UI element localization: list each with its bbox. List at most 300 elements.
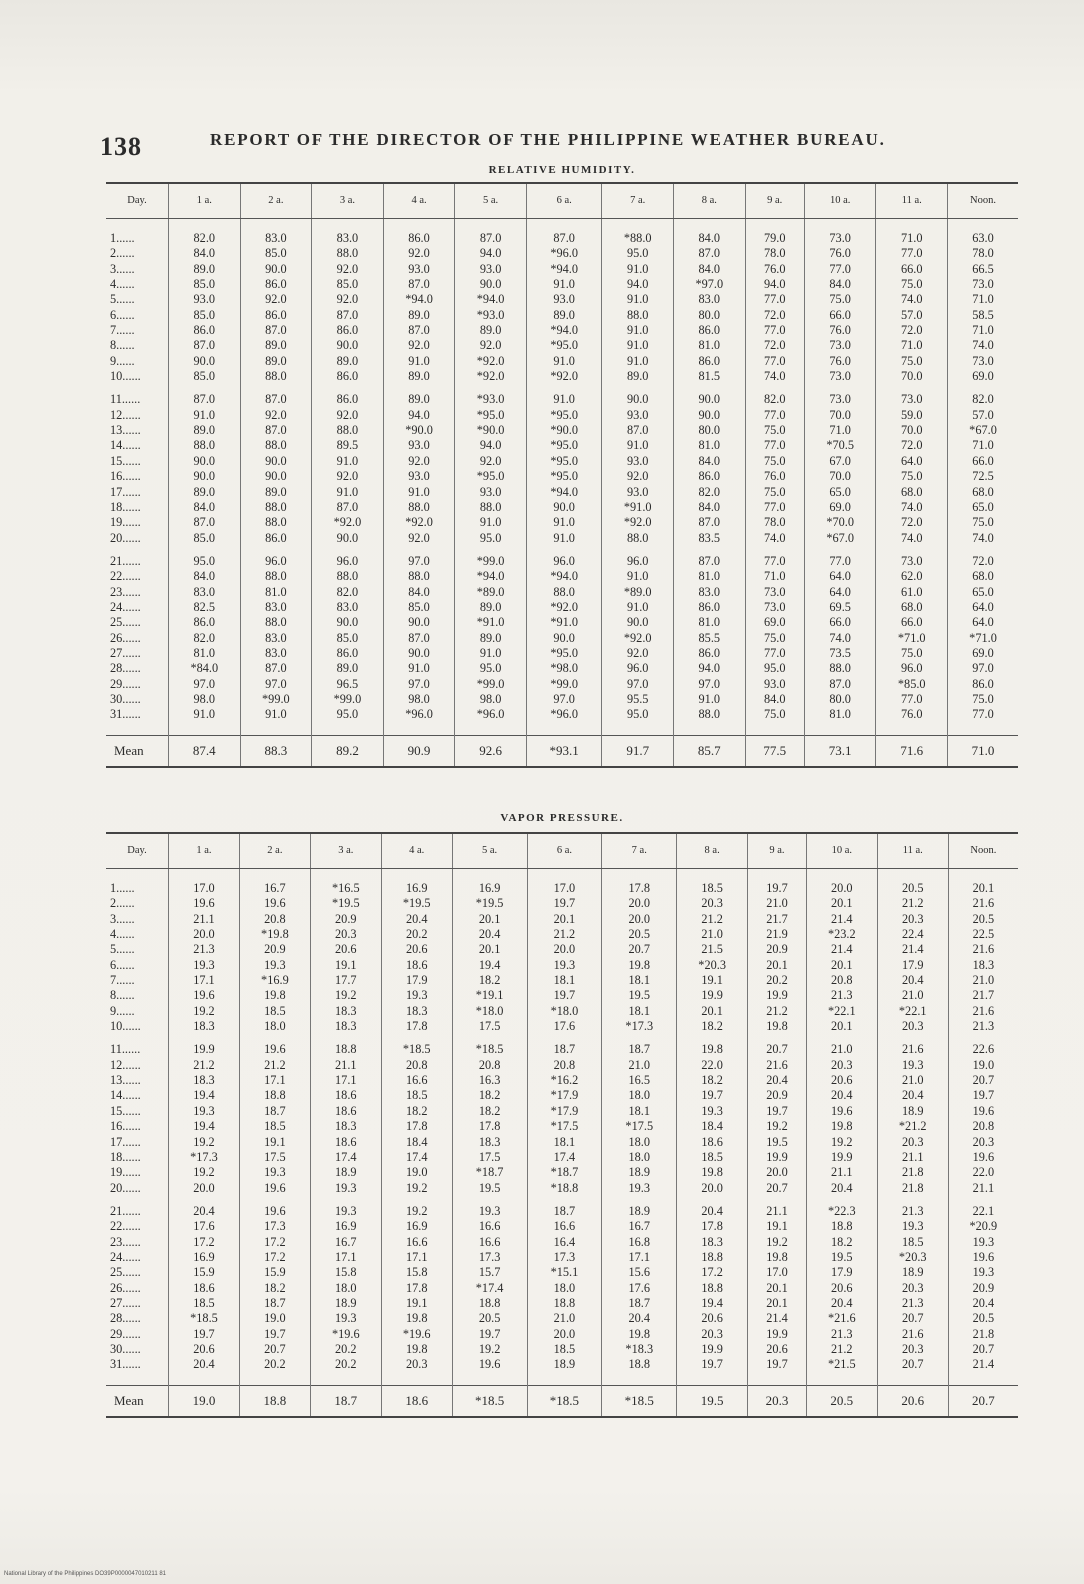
vapor-pressure-day-row [106, 1019, 1018, 1034]
value-cell: 20.4 [169, 1204, 240, 1219]
value-cell: *67.0 [948, 423, 1018, 438]
value-cell: 89.0 [526, 308, 602, 323]
value-cell: 20.0 [527, 1327, 602, 1342]
value-cell: 17.2 [677, 1265, 748, 1280]
value-cell: 20.8 [452, 1058, 527, 1073]
day-label: 26...... [110, 630, 141, 645]
vapor-pressure-day-row [106, 1073, 1018, 1088]
value-cell: 17.6 [527, 1019, 602, 1034]
value-cell: 17.3 [239, 1219, 310, 1234]
value-cell: 91.0 [602, 338, 674, 353]
day-label: 31...... [110, 1357, 141, 1372]
value-cell: 20.6 [169, 1342, 240, 1357]
value-cell: 20.9 [310, 912, 381, 927]
value-cell: 19.2 [381, 1204, 452, 1219]
value-cell: 18.2 [452, 1104, 527, 1119]
value-cell: 20.2 [381, 927, 452, 942]
value-cell: 87.0 [240, 423, 312, 438]
value-cell: 71.0 [948, 438, 1018, 453]
value-cell: 21.6 [948, 896, 1018, 911]
mean-label: Mean [106, 735, 169, 767]
value-cell: *17.3 [602, 1019, 677, 1034]
value-cell: 20.7 [748, 1181, 807, 1196]
value-cell: 65.0 [948, 585, 1018, 600]
value-cell: 71.0 [804, 423, 876, 438]
relative-humidity-day-row [106, 692, 1018, 707]
relative-humidity-day-row [106, 500, 1018, 515]
relative-humidity-day-row [106, 631, 1018, 646]
mean-value-cell: 91.7 [602, 735, 674, 767]
value-cell: 94.0 [745, 277, 804, 292]
value-cell: 19.7 [169, 1327, 240, 1342]
value-cell: 19.6 [239, 1181, 310, 1196]
vapor-pressure-column-header: 8 a. [677, 833, 748, 869]
value-cell: 96.0 [602, 554, 674, 569]
day-label: 30...... [110, 691, 141, 706]
value-cell: 83.0 [240, 631, 312, 646]
value-cell: 19.9 [677, 988, 748, 1003]
value-cell: 81.0 [674, 569, 746, 584]
value-cell: 86.0 [383, 231, 455, 246]
value-cell: *19.5 [452, 896, 527, 911]
value-cell: 75.0 [948, 692, 1018, 707]
value-cell: 89.5 [312, 438, 384, 453]
value-cell: *92.0 [383, 515, 455, 530]
value-cell: 76.0 [745, 262, 804, 277]
value-cell: 20.5 [602, 927, 677, 942]
value-cell: 17.4 [527, 1150, 602, 1165]
value-cell: 20.0 [602, 896, 677, 911]
value-cell: 83.0 [674, 292, 746, 307]
value-cell: 20.3 [877, 912, 948, 927]
value-cell: 92.0 [312, 262, 384, 277]
value-cell: 17.2 [169, 1235, 240, 1250]
value-cell: 20.0 [806, 881, 877, 896]
value-cell: 73.0 [804, 231, 876, 246]
value-cell: 89.0 [240, 354, 312, 369]
mean-value-cell: *18.5 [602, 1385, 677, 1417]
value-cell: 18.0 [602, 1135, 677, 1150]
value-cell: 91.0 [526, 531, 602, 546]
value-cell: 21.0 [748, 896, 807, 911]
value-cell: 20.5 [452, 1311, 527, 1326]
vapor-pressure-day-row [106, 1165, 1018, 1180]
value-cell: 87.0 [383, 631, 455, 646]
value-cell: 19.2 [310, 988, 381, 1003]
value-cell: *21.5 [806, 1357, 877, 1372]
value-cell: 94.0 [383, 408, 455, 423]
value-cell: 21.1 [877, 1150, 948, 1165]
day-label: 12...... [110, 1057, 141, 1072]
value-cell: 18.2 [239, 1281, 310, 1296]
value-cell: 20.1 [748, 958, 807, 973]
value-cell: 89.0 [455, 600, 527, 615]
report-title: REPORT OF THE DIRECTOR OF THE PHILIPPINE WEATHER BUREAU. [210, 130, 886, 149]
day-label: 22...... [110, 569, 141, 584]
value-cell: *97.0 [674, 277, 746, 292]
value-cell: 17.1 [169, 973, 240, 988]
value-cell: *91.0 [602, 500, 674, 515]
value-cell: 19.4 [677, 1296, 748, 1311]
value-cell: 15.7 [452, 1265, 527, 1280]
value-cell: 96.0 [602, 661, 674, 676]
value-cell: 72.0 [745, 338, 804, 353]
value-cell: 18.6 [381, 958, 452, 973]
value-cell: 91.0 [526, 354, 602, 369]
relative-humidity-day-row [106, 600, 1018, 615]
value-cell: 15.9 [239, 1265, 310, 1280]
vapor-pressure-column-header: 3 a. [310, 833, 381, 869]
value-cell: 19.3 [310, 1204, 381, 1219]
day-label: 8...... [110, 988, 135, 1003]
value-cell: 19.3 [239, 958, 310, 973]
value-cell: *99.0 [455, 554, 527, 569]
value-cell: 90.0 [383, 646, 455, 661]
value-cell: 22.5 [948, 927, 1018, 942]
value-cell: 92.0 [455, 454, 527, 469]
value-cell: 20.2 [310, 1342, 381, 1357]
value-cell: 19.0 [948, 1058, 1018, 1073]
value-cell: 87.0 [312, 500, 384, 515]
value-cell: 87.0 [240, 661, 312, 676]
value-cell: 96.0 [876, 661, 948, 676]
value-cell: 97.0 [383, 677, 455, 692]
value-cell: 21.8 [877, 1165, 948, 1180]
value-cell: 20.4 [948, 1296, 1018, 1311]
value-cell: 88.0 [455, 500, 527, 515]
value-cell: 68.0 [876, 600, 948, 615]
value-cell: 21.6 [948, 942, 1018, 957]
day-label: 11...... [110, 1042, 141, 1057]
value-cell: 89.0 [383, 369, 455, 384]
value-cell: 71.0 [948, 292, 1018, 307]
value-cell: *93.0 [455, 308, 527, 323]
value-cell: 21.4 [748, 1311, 807, 1326]
group-spacer [106, 869, 1018, 882]
relative-humidity-column-header: 5 a. [455, 183, 527, 219]
vapor-pressure-day-row [106, 1135, 1018, 1150]
value-cell: 20.0 [169, 1181, 240, 1196]
vapor-pressure-day-row [106, 912, 1018, 927]
value-cell: 19.9 [169, 1042, 240, 1057]
value-cell: *96.0 [526, 246, 602, 261]
value-cell: 22.0 [677, 1058, 748, 1073]
value-cell: 91.0 [169, 707, 241, 722]
value-cell: 21.4 [948, 1357, 1018, 1372]
day-label: 9...... [110, 353, 135, 368]
value-cell: 16.6 [452, 1235, 527, 1250]
running-head [100, 126, 1020, 166]
vapor-pressure-day-row [106, 881, 1018, 896]
value-cell: 76.0 [804, 323, 876, 338]
value-cell: *18.7 [527, 1165, 602, 1180]
value-cell: 65.0 [948, 500, 1018, 515]
value-cell: 18.8 [677, 1281, 748, 1296]
value-cell: *67.0 [804, 531, 876, 546]
value-cell: 19.0 [381, 1165, 452, 1180]
value-cell: 21.4 [877, 942, 948, 957]
value-cell: 20.3 [877, 1019, 948, 1034]
group-spacer [106, 1196, 1018, 1204]
relative-humidity-day-row [106, 454, 1018, 469]
value-cell: 18.2 [452, 973, 527, 988]
vapor-pressure-column-header: 1 a. [169, 833, 240, 869]
day-label: 1...... [110, 881, 135, 895]
day-label: 13...... [110, 1073, 141, 1088]
value-cell: 74.0 [948, 531, 1018, 546]
value-cell: *17.9 [527, 1104, 602, 1119]
value-cell: 68.0 [948, 569, 1018, 584]
mean-value-cell: 18.7 [310, 1385, 381, 1417]
value-cell: 91.0 [240, 707, 312, 722]
vapor-pressure-day-row [106, 1004, 1018, 1019]
relative-humidity-day-row [106, 485, 1018, 500]
relative-humidity-day-row [106, 585, 1018, 600]
value-cell: 18.6 [677, 1135, 748, 1150]
value-cell: 18.8 [602, 1357, 677, 1372]
value-cell: 85.0 [169, 531, 241, 546]
relative-humidity-day-row [106, 569, 1018, 584]
value-cell: 66.0 [876, 262, 948, 277]
value-cell: 73.0 [948, 277, 1018, 292]
value-cell: 20.0 [602, 912, 677, 927]
value-cell: 87.0 [602, 423, 674, 438]
value-cell: 20.4 [602, 1311, 677, 1326]
value-cell: 20.1 [748, 1296, 807, 1311]
value-cell: 19.5 [748, 1135, 807, 1150]
value-cell: 21.1 [310, 1058, 381, 1073]
value-cell: 92.0 [383, 246, 455, 261]
value-cell: *19.5 [381, 896, 452, 911]
value-cell: 19.7 [748, 1104, 807, 1119]
value-cell: 20.1 [452, 912, 527, 927]
vapor-pressure-column-header: 11 a. [877, 833, 948, 869]
relative-humidity-day-row [106, 515, 1018, 530]
value-cell: 19.9 [748, 1150, 807, 1165]
value-cell: 21.2 [877, 896, 948, 911]
vapor-pressure-day-row [106, 1058, 1018, 1073]
value-cell: 84.0 [169, 500, 241, 515]
value-cell: 90.0 [240, 262, 312, 277]
value-cell: 17.9 [806, 1265, 877, 1280]
day-label: 21...... [110, 553, 141, 568]
value-cell: 17.3 [452, 1250, 527, 1265]
value-cell: 18.3 [169, 1019, 240, 1034]
value-cell: 84.0 [169, 246, 241, 261]
value-cell: 18.9 [602, 1204, 677, 1219]
value-cell: 77.0 [745, 500, 804, 515]
value-cell: 18.1 [527, 973, 602, 988]
value-cell: 85.5 [674, 631, 746, 646]
value-cell: 20.6 [806, 1073, 877, 1088]
day-label: 16...... [110, 469, 141, 484]
value-cell: *89.0 [455, 585, 527, 600]
value-cell: 78.0 [948, 246, 1018, 261]
value-cell: 87.0 [240, 323, 312, 338]
value-cell: 20.4 [806, 1296, 877, 1311]
value-cell: 83.0 [674, 585, 746, 600]
day-label: 19...... [110, 515, 141, 530]
value-cell: 77.0 [948, 707, 1018, 722]
value-cell: 17.1 [602, 1250, 677, 1265]
value-cell: 80.0 [804, 692, 876, 707]
value-cell: 20.0 [169, 927, 240, 942]
value-cell: 89.0 [455, 323, 527, 338]
value-cell: 86.0 [312, 369, 384, 384]
value-cell: *16.5 [310, 881, 381, 896]
value-cell: *93.0 [455, 392, 527, 407]
value-cell: 17.0 [169, 881, 240, 896]
value-cell: 74.0 [745, 369, 804, 384]
value-cell: 82.5 [169, 600, 241, 615]
value-cell: 19.3 [948, 1235, 1018, 1250]
value-cell: *18.3 [602, 1342, 677, 1357]
value-cell: 18.4 [381, 1135, 452, 1150]
value-cell: 92.0 [312, 292, 384, 307]
value-cell: 18.6 [169, 1281, 240, 1296]
value-cell: 88.0 [240, 515, 312, 530]
relative-humidity-day-row [106, 354, 1018, 369]
value-cell: 78.0 [745, 515, 804, 530]
value-cell: *99.0 [312, 692, 384, 707]
value-cell: 85.0 [312, 277, 384, 292]
value-cell: 18.6 [310, 1135, 381, 1150]
vapor-pressure-day-row [106, 896, 1018, 911]
value-cell: *90.0 [383, 423, 455, 438]
value-cell: 19.7 [748, 881, 807, 896]
relative-humidity-column-header: 10 a. [804, 183, 876, 219]
vapor-pressure-day-row [106, 1281, 1018, 1296]
value-cell: 91.0 [602, 323, 674, 338]
value-cell: *18.0 [527, 1004, 602, 1019]
value-cell: 90.0 [312, 338, 384, 353]
value-cell: 17.6 [169, 1219, 240, 1234]
value-cell: 91.0 [383, 354, 455, 369]
vapor-pressure-day-row [106, 1181, 1018, 1196]
value-cell: 94.0 [602, 277, 674, 292]
value-cell: 17.1 [239, 1073, 310, 1088]
value-cell: 17.3 [527, 1250, 602, 1265]
value-cell: *95.0 [526, 454, 602, 469]
value-cell: *89.0 [602, 585, 674, 600]
value-cell: 95.0 [455, 661, 527, 676]
value-cell: 92.0 [455, 338, 527, 353]
value-cell: 64.0 [804, 569, 876, 584]
value-cell: 20.4 [169, 1357, 240, 1372]
value-cell: 20.3 [677, 1327, 748, 1342]
value-cell: 20.3 [877, 1342, 948, 1357]
value-cell: 17.8 [452, 1119, 527, 1134]
value-cell: 16.6 [527, 1219, 602, 1234]
value-cell: 21.0 [677, 927, 748, 942]
value-cell: 20.7 [948, 1073, 1018, 1088]
value-cell: 90.0 [674, 392, 746, 407]
value-cell: 22.0 [948, 1165, 1018, 1180]
mean-label: Mean [106, 1385, 169, 1417]
day-label: 24...... [110, 599, 141, 614]
value-cell: 18.2 [677, 1073, 748, 1088]
value-cell: 20.1 [748, 1281, 807, 1296]
value-cell: *99.0 [455, 677, 527, 692]
relative-humidity-day-row [106, 677, 1018, 692]
value-cell: *19.6 [310, 1327, 381, 1342]
value-cell: 82.0 [312, 585, 384, 600]
value-cell: 18.0 [239, 1019, 310, 1034]
value-cell: 18.9 [527, 1357, 602, 1372]
vapor-pressure-day-row [106, 973, 1018, 988]
value-cell: 21.4 [806, 942, 877, 957]
value-cell: 16.6 [381, 1073, 452, 1088]
value-cell: *95.0 [526, 338, 602, 353]
value-cell: 86.0 [240, 308, 312, 323]
value-cell: 64.0 [804, 585, 876, 600]
value-cell: 81.0 [674, 338, 746, 353]
value-cell: 18.1 [527, 1135, 602, 1150]
value-cell: *99.0 [240, 692, 312, 707]
value-cell: 84.0 [674, 500, 746, 515]
value-cell: 66.0 [876, 615, 948, 630]
value-cell: 93.0 [169, 292, 241, 307]
value-cell: 22.1 [948, 1204, 1018, 1219]
value-cell: 68.0 [948, 485, 1018, 500]
value-cell: *23.2 [806, 927, 877, 942]
value-cell: 21.3 [877, 1296, 948, 1311]
value-cell: 20.1 [452, 942, 527, 957]
value-cell: 18.5 [677, 881, 748, 896]
value-cell: 21.9 [748, 927, 807, 942]
value-cell: 18.3 [310, 1019, 381, 1034]
value-cell: 91.0 [526, 277, 602, 292]
relative-humidity-day-row [106, 661, 1018, 676]
value-cell: 76.0 [876, 707, 948, 722]
value-cell: 18.7 [239, 1104, 310, 1119]
value-cell: 17.7 [310, 973, 381, 988]
value-cell: 16.6 [452, 1219, 527, 1234]
vapor-pressure-table-wrap [106, 832, 1018, 1418]
value-cell: *20.3 [677, 958, 748, 973]
value-cell: *16.9 [239, 973, 310, 988]
value-cell: 17.5 [239, 1150, 310, 1165]
value-cell: 18.9 [877, 1265, 948, 1280]
value-cell: 20.4 [748, 1073, 807, 1088]
value-cell: 73.0 [745, 585, 804, 600]
value-cell: 20.9 [748, 942, 807, 957]
value-cell: 19.8 [239, 988, 310, 1003]
value-cell: *92.0 [526, 600, 602, 615]
value-cell: 21.2 [748, 1004, 807, 1019]
value-cell: 18.8 [806, 1219, 877, 1234]
value-cell: *17.5 [602, 1119, 677, 1134]
value-cell: 19.7 [239, 1327, 310, 1342]
value-cell: 19.2 [452, 1342, 527, 1357]
value-cell: 20.1 [806, 958, 877, 973]
value-cell: 20.7 [239, 1342, 310, 1357]
value-cell: 16.9 [169, 1250, 240, 1265]
value-cell: 19.8 [602, 958, 677, 973]
value-cell: 17.2 [239, 1235, 310, 1250]
value-cell: 20.5 [948, 1311, 1018, 1326]
value-cell: 88.0 [312, 246, 384, 261]
value-cell: 88.0 [674, 707, 746, 722]
value-cell: *71.0 [876, 631, 948, 646]
value-cell: 92.0 [312, 469, 384, 484]
value-cell: 94.0 [674, 661, 746, 676]
value-cell: 75.0 [745, 707, 804, 722]
value-cell: 75.0 [745, 423, 804, 438]
value-cell: 17.4 [381, 1150, 452, 1165]
value-cell: 89.0 [240, 338, 312, 353]
value-cell: *91.0 [526, 615, 602, 630]
